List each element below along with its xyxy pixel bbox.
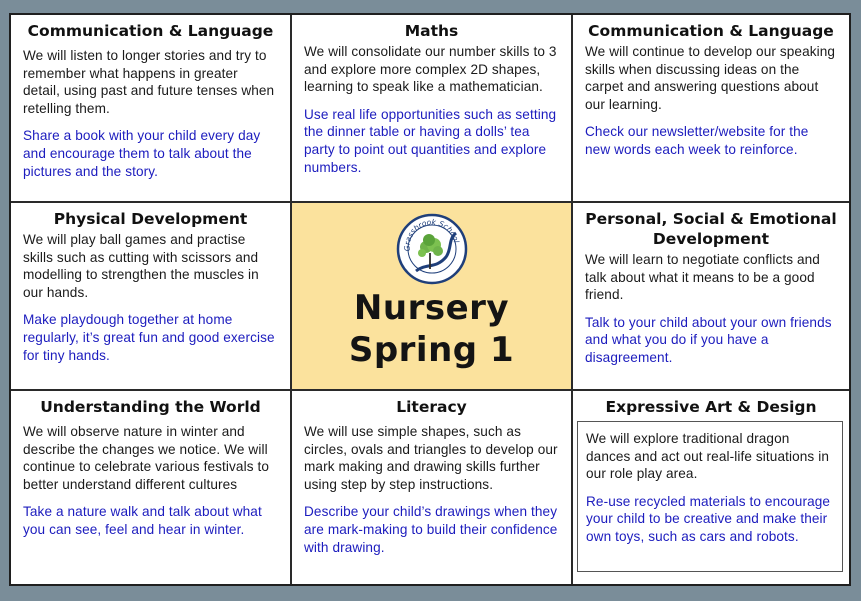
school-logo <box>396 213 468 285</box>
card-physical-development <box>11 203 292 391</box>
card-heading: Communication & Language <box>27 22 274 40</box>
card-intro-text: We will explore traditional dragon dances and act out real-life situations in our role play area. <box>586 431 829 482</box>
page-title-line-1: Nursery <box>353 288 510 328</box>
card-intro-text: We will listen to longer stories and try to remember what happens in greater detail, using past and future tenses when retelling them. <box>23 48 275 116</box>
card-home-tip: Describe your child’s drawings when they are mark-making to build their confidence with drawing. <box>304 504 558 555</box>
card-heading: Communication & Language <box>588 22 834 40</box>
card-intro-text: We will observe nature in winter and describe the changes we notice. We will continue to celebrate various festivals to better understand different cultures <box>23 424 269 492</box>
page-title-line-2: Spring 1 <box>348 330 515 370</box>
card-home-tip: Re-use recycled materials to encourage your child to be creative and make their own toys, such as cars and robots. <box>586 493 831 544</box>
card-heading: Personal, Social & Emotional Development <box>585 210 837 248</box>
card-literacy <box>292 391 573 584</box>
card-home-tip: Share a book with your child every day and encourage them to talk about the pictures and the story. <box>23 128 261 179</box>
card-home-tip: Use real life opportunities such as setting the dinner table or having a dolls’ tea party to point out quantities and explore numbers. <box>304 106 557 175</box>
card-intro-text: We will learn to negotiate conflicts and talk about what it means to be a good friend. <box>585 252 820 303</box>
card-communication-language-2 <box>573 15 849 203</box>
card-pse-development <box>573 203 849 391</box>
card-expressive-art <box>573 391 849 584</box>
card-home-tip: Check our newsletter/website for the new words each week to reinforce. <box>585 124 809 157</box>
card-home-tip: Take a nature walk and talk about what you can see, feel and hear in winter. <box>23 504 262 537</box>
card-home-tip: Talk to your child about your own friends and what you do if you have a disagreement. <box>585 314 832 365</box>
card-intro-text: We will consolidate our number skills to 3 and explore more complex 2D shapes, learning to speak like a mathematician. <box>304 44 557 95</box>
card-maths <box>292 15 573 203</box>
card-home-tip: Make playdough together at home regularly, it’s great fun and good exercise for tiny hands. <box>23 312 275 363</box>
card-communication-language-1 <box>11 15 292 203</box>
card-content-box <box>577 421 843 572</box>
card-understanding-world <box>11 391 292 584</box>
card-intro-text: We will play ball games and practise skills such as cutting with scissors and modelling to strengthen the muscles in our hands. <box>23 232 259 300</box>
card-heading: Maths <box>404 22 459 40</box>
card-heading: Expressive Art & Design <box>605 398 817 416</box>
card-intro-text: We will continue to develop our speaking skills when discussing ideas on the carpet and answering questions about our learning. <box>585 44 836 112</box>
school-name-text: Grassbrook School <box>402 217 461 252</box>
card-heading: Understanding the World <box>40 398 261 416</box>
curriculum-grid <box>9 13 851 586</box>
center-title-panel <box>292 203 573 391</box>
card-intro-text: We will use simple shapes, such as circles, ovals and triangles to develop our mark making and drawing skills further using step by step instructions. <box>304 424 558 492</box>
card-heading: Physical Development <box>53 210 248 228</box>
card-heading: Literacy <box>396 398 467 416</box>
